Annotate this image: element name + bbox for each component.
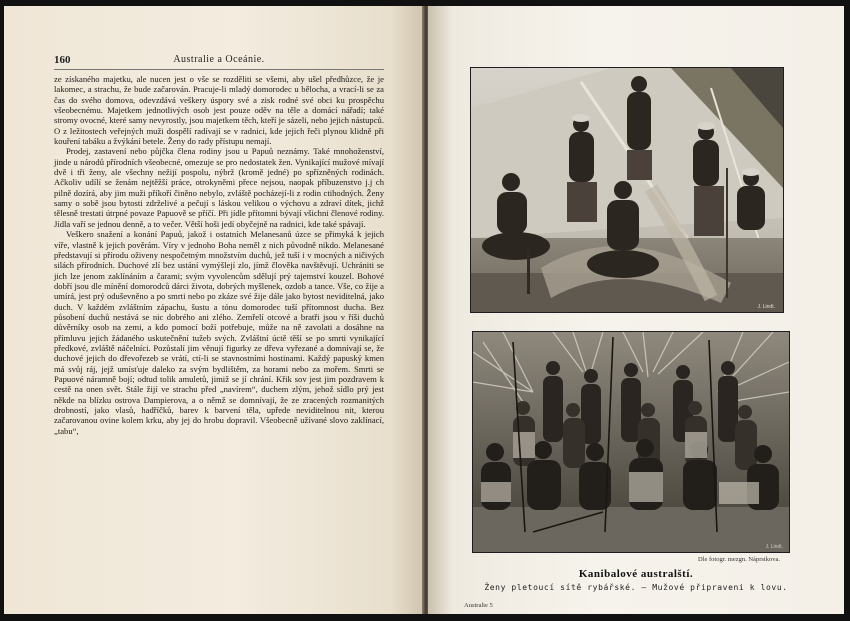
photo-men-ready-to-hunt <box>472 331 790 553</box>
right-page <box>428 6 844 614</box>
header-rule <box>54 69 384 70</box>
body-text <box>54 74 384 436</box>
paragraph: Veškero snažení a konání Papuů, jakož i ostatních Melanesanů úzce se přimyká k jejich víře, vlastně k jejich pověrám. Víry v jednoho Boha neměl z nich původně nikdo. Melanesané představují si přírodu oživeny nespočetným množstvím duchů, jež tuší i v mocných a ničivých silách přírodních. Duchové zlí bez ustání vymýšlejí zlo, jímž člověka navštěvují. Uchrániti se jich lze jenom zaklínáním a čarami; svým vyvolencům sdělují prý tajemství kouzel. Bohové dobří jsou dle mínění domorodců dárci života, dobrých myšlenek, ozdob a tance. Vše, co žije a umírá, jest prý oduševněno a po smrti nebo po zkáze své žije dále jako bytost neviditelná, jako duch. V každém zvláštním zápachu, šustu a tónu domorodec tuší přítomnost ducha. Bez působení duchů nestává se nic dobrého ani zlého. Zemřelí otcové a bratři jsou v říši duchů důvěrníky osob na zemi, a kdo pomocí boží potřebuje, může na ně zavolati a dosáhne na přímluvu jejich žádaného uskutečnění tužeb svých. Zvláštní úctě těší se po smrti vynikající předkové, zvláště náčelníci. Pozůstalí jim věnují figurky ze dřeva vyřezané a domnívají se, že duchové jejich do dřevořezeb se vrátí, ctí-li se stavnostními hostinami. Každý papuský kmen má svůj ráj, jejž umísťuje daleko za svým bydlištěm, za horami nebo za mořem. Smrti se Papuové náramně bojí; odtud tolik amuletů, jimiž se jí chrání. Křik sov jest jim pozdravem k cestě na onen svět. Stále žijí ve strachu před „navírem“, duchem zlým, jehož sídlo prý jest někde na blízku ostrova Dampierova, a o němž se domnívají, že ze zracených rozmanitých drobností, jako vlasů, hadříčků, barev k barvení těla, upřede neviditelnou nit, kterou začarovanou ovine kolem krku, aby jej do hrobu dopravil. Všeobecně užívané slovo zaklínací, „tabu“, <box>54 229 384 436</box>
women-weaving-illustration <box>471 68 783 312</box>
paragraph: ze získaného majetku, ale nucen jest o vše se rozděliti se všemi, aby ušel předhůzce, že je lakomec, a strachu, že bude začarován. Pracuje-li mladý domorodec u bělocha, a vrací-li se za čas do svého domova, odevzdává veškery úspory své a zisk rodné své obci ku prospěchu všeobecnému. Majetkem jednotlivých osob jest pouze oděv na těle a domácí nářadí; také stromy ovocné, které samy nevyrostly, jsou majetkem těch, kteří je sázeli, nebo jejich nástupců. O z ležitostech veřejných muži dospělí radívají se v radnici, kde jejich řeči plynou klidně při kouření tabáku a žvýkání betele. Ženy do rady přístupu nemají. <box>54 74 384 147</box>
plate-caption-title: Kanibalové australští. <box>578 568 694 580</box>
left-page <box>4 6 424 614</box>
page-number: 160 <box>54 54 71 66</box>
running-head: Australie a Oceánie. <box>173 54 265 65</box>
paragraph: Prodej, zastavení nebo půjčka člena rodiny jsou u Papuů neznámy. Také mnohoženství, jinde u národů přírodních všeobecné, omezuje se pro nedostatek žen. Vynikající mužové mívají dvě i tři ženy, ale všechny nežijí pospolu, nýbrž (kromě jedné) po spřízněných rodinách. Ačkoliv udílí se ženám nejtěžší práce, otrokyněmi přece nejsou, naopak příbuzenstvo j.j ch pilně dozírá, aby jim muži příkoří činěno nebylo, zvláště pocházejí-li z rodin ctihodných. Ženy samy o sobě jsou bytosti zdrželivé a pečují s láskou velikou o výchovu a zdraví dítek, jichž tělesně trestati útrpné povaze Papuově se příčí. Při jídle přítomni bývají všichni členové rodiny. Jídla vaří se jednou denně, a to večer. Větší hoši jedí obyčejně na radnici, kde také spávají. <box>54 146 384 229</box>
book-spread <box>4 6 844 614</box>
photo-credit-1: J. Lindt. <box>757 304 775 310</box>
men-hunting-illustration <box>473 332 789 552</box>
printer-signature: Australie 5 <box>464 602 493 609</box>
plate-caption-subtitle: Ženy pletoucí sítě rybářské. — Mužové připraveni k lovu. <box>484 583 788 592</box>
page-header <box>54 54 384 68</box>
photo-source-credit: Dle fotogr. mezgn. Náprstkova. <box>698 556 780 563</box>
photo-credit-2: J. Lindt. <box>765 544 783 550</box>
photo-women-weaving-nets <box>470 67 784 313</box>
